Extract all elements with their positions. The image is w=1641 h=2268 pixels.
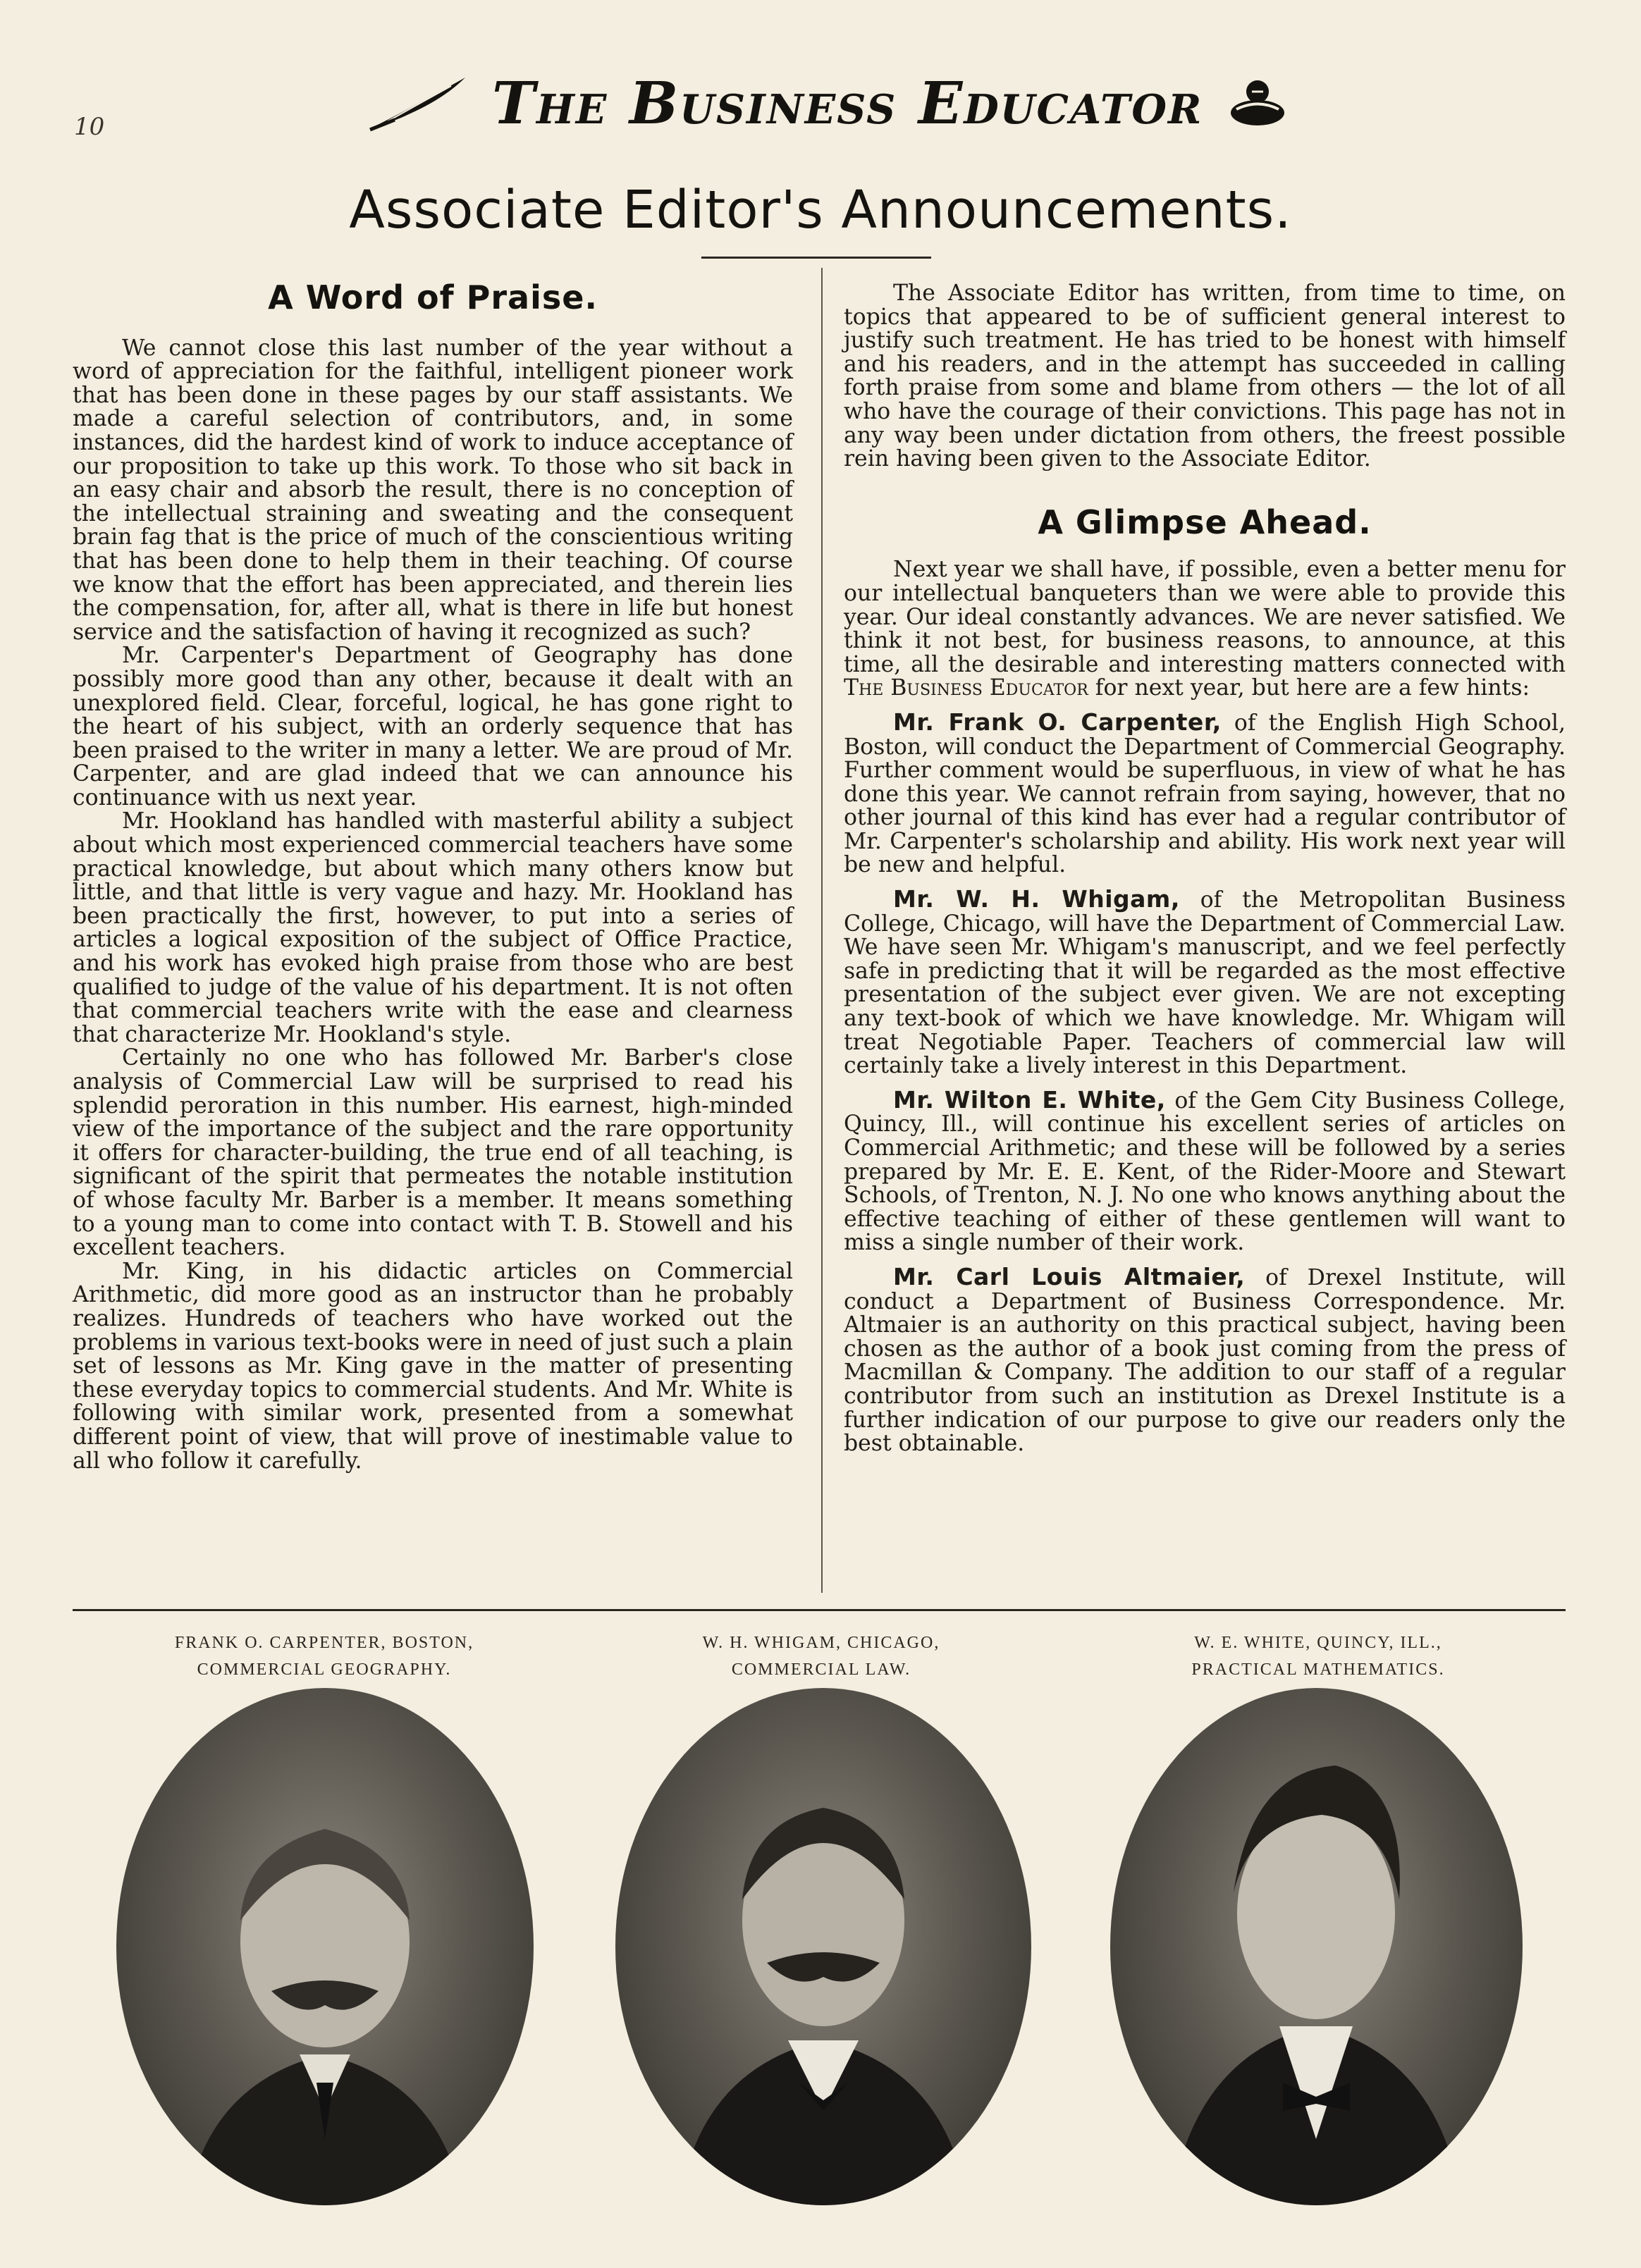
title-rule (701, 257, 931, 259)
glimpse-text: Next year we shall have, if possible, even a better menu for our intellectual banqueters than we were able to provide this year. Our ideal constantly advances. We are never satisfied. We think it not best, for business reasons, to announce, at this time, all the desirable and interesting matters connected with (844, 557, 1566, 677)
portrait-caption-whigam (596, 1629, 1047, 1683)
masthead (367, 65, 1311, 142)
praise-paragraph: Certainly no one who has followed Mr. Barber's close analysis of Commercial Law will be surprised to read his splendid peroration in this number. His earnest, high-minded view of the importance of the subject and the rare opportunity it offers for character-building, the true end of all teaching, is significant of the spirit that permeates the notable institution of whose faculty Mr. Barber is a member. It means something to a young man to come into contact with T. B. Stowell and his excellent teachers. (73, 1045, 793, 1261)
portrait-photo-carpenter (116, 1688, 534, 2205)
announcement-text: of the English High School, Boston, will conduct the Department of Commercial Geography. Further comment would be superfluous, in view of what he has done this year. We cannot refrain from saying, however, that no other journal of this kind has ever had a regular contributor of Mr. Carpenter's scholarship and ability. His work next year will be new and helpful. (844, 710, 1566, 878)
caption-line: COMMERCIAL GEOGRAPHY. (197, 1660, 452, 1679)
praise-paragraph: Mr. King, in his didactic articles on Commercial Arithmetic, did more good as an instructor than he probably realizes. Hundreds of teachers who have worked out the problems in various text-books were in need of just such a plain set of lessons as Mr. King gave in the matter of presenting these everyday topics to commercial students. And Mr. White is following with similar work, presented from a somewhat different point of view, that will prove of inestimable value to all who follow it carefully. (73, 1258, 793, 1474)
praise-paragraph: We cannot close this last number of the year without a word of appreciation for the faithful, intelligent pioneer work that has been done in these pages by our staff assistants. We made a careful selection of contributors, and, in some instances, did the hardest kind of work to induce acceptance of our proposition to take up this work. To those who sit back in an easy chair and absorb the result, there is no conception of the intellectual straining and sweating and the consequent brain fag that is the price of much of the conscientious writing that has been done to help them in their teaching. Of course we know that the effort has been appreciated, and therein lies the compensation, for, after all, what is there in life but honest service and the satisfaction of having it recognized as such? (73, 335, 793, 645)
caption-line: W. E. WHITE, QUINCY, ILL., (1194, 1634, 1442, 1652)
announcement-item (844, 1262, 1566, 1457)
portrait-caption-carpenter (99, 1629, 550, 1683)
column-divider (821, 268, 823, 1593)
word-of-praise-heading: A Word of Praise. (268, 278, 598, 316)
caption-line: FRANK O. CARPENTER, BOSTON, (174, 1634, 474, 1652)
caption-line: W. H. WHIGAM, CHICAGO, (702, 1634, 940, 1652)
contributor-name: Mr. Carl Louis Altmaier, (893, 1262, 1246, 1290)
caption-line: COMMERCIAL LAW. (731, 1660, 911, 1679)
glimpse-ahead-heading: A Glimpse Ahead. (1038, 503, 1372, 541)
page-number: 10 (74, 113, 105, 141)
contributor-name: Mr. W. H. Whigam, (893, 885, 1180, 913)
right-column (844, 282, 1566, 1456)
announcement-item (844, 1085, 1566, 1256)
masthead-title: The Business Educator (492, 70, 1203, 137)
bottom-rule (73, 1609, 1566, 1611)
quill-pen-icon (367, 70, 472, 137)
left-column (73, 278, 793, 1474)
section-title: Associate Editor's Announcements. (349, 180, 1292, 240)
editor-intro-paragraph: The Associate Editor has written, from time to time, on topics that appeared to be of sufficient general interest to justify such treatment. He has tried to be honest with himself and his readers, and in the attempt has succeeded in calling forth praise from some and blame from others — the lot of all who have the courage of their convictions. This page has not in any way been under dictation from others, the freest possible rein having been given to the Associate Editor. (844, 281, 1566, 472)
glimpse-paragraph (844, 558, 1566, 701)
announcement-item (844, 887, 1566, 1078)
announcement-text: of Drexel Institute, will conduct a Department of Business Correspondence. Mr. Altmaier is an authority on this practical subject, having been chosen as the author of a book just coming from the press of Macmillan & Company. The addition to our staff of a regular contributor from such an institution as Drexel Institute is a further indication of our purpose to give our readers only the best obtainable. (844, 1264, 1566, 1457)
announcement-text: of the Gem City Business College, Quincy, Ill., will continue his excellent series of articles on Commercial Arithmetic; and these will be followed by a series prepared by Mr. E. E. Kent, of the Rider-Moore and Stewart Schools, of Trenton, N. J. No one who knows anything about the effective teaching of either of these gentlemen will want to miss a single number of their work. (844, 1087, 1566, 1256)
journal-name: The Business Educator (844, 675, 1088, 701)
portrait-photo-white (1110, 1688, 1523, 2205)
contributor-name: Mr. Wilton E. White, (893, 1085, 1166, 1114)
praise-paragraph: Mr. Carpenter's Department of Geography has done possibly more good than any other, because it dealt with an unexplored field. Clear, forceful, logical, he has gone right to the heart of his subject, with an orderly sequence that has been praised to the writer in many a letter. We are proud of Mr. Carpenter, and are glad indeed that we can announce his continuance with us next year. (73, 643, 793, 811)
ornament-icon (1222, 70, 1293, 137)
glimpse-text: for next year, but here are a few hints: (1095, 675, 1530, 701)
portrait-caption-white (1093, 1629, 1544, 1683)
announcement-item (844, 710, 1566, 877)
portrait-photo-whigam (615, 1688, 1031, 2205)
praise-paragraph: Mr. Hookland has handled with masterful ability a subject about which most experienced commercial teachers have some practical knowledge, but about which many others know but little, and that little is very vague and hazy. Mr. Hookland has been practically the first, however, to put into a series of articles a logical exposition of the subject of Office Practice, and his work has evoked high praise from those who are best qualified to judge of the value of his department. It is not often that commercial teachers write with the ease and clearness that characterize Mr. Hookland's style. (73, 808, 793, 1047)
caption-line: PRACTICAL MATHEMATICS. (1191, 1660, 1445, 1679)
contributor-name: Mr. Frank O. Carpenter, (893, 708, 1222, 736)
announcement-text: of the Metropolitan Business College, Chicago, will have the Department of Commercial Law. We have seen Mr. Whigam's manuscript, and we feel perfectly safe in predicting that it will be regarded as the most effective presentation of the subject ever given. We are not excepting any text-book of which we have knowledge. Mr. Whigam will treat Negotiable Paper. Teachers of commercial law will certainly take a lively interest in this Department. (844, 887, 1566, 1079)
